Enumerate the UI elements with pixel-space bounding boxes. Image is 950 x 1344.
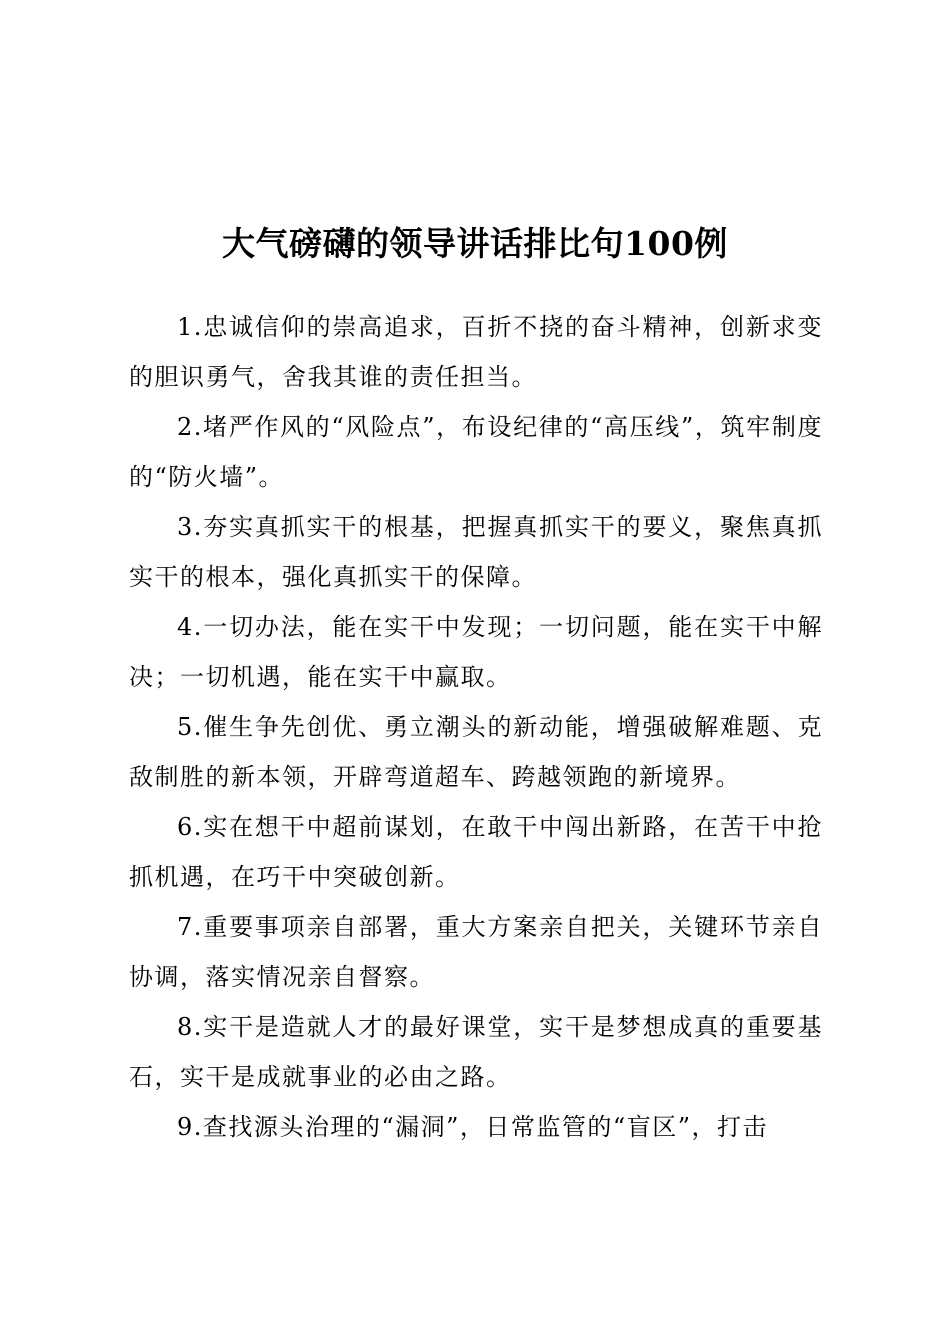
document-title: 大气磅礴的领导讲话排比句100例	[222, 224, 728, 264]
document-body	[129, 302, 823, 1152]
paragraph-8: 8.实干是造就人才的最好课堂，实干是梦想成真的重要基石，实干是成就事业的必由之路。	[129, 1013, 823, 1091]
paragraph-5: 5.催生争先创优、勇立潮头的新动能，增强破解难题、克敌制胜的新本领，开辟弯道超车、跨越领跑的新境界。	[129, 713, 823, 791]
paragraph-4: 4.一切办法，能在实干中发现；一切问题，能在实干中解决；一切机遇，能在实干中赢取。	[129, 613, 823, 691]
paragraph-7: 7.重要事项亲自部署，重大方案亲自把关，关键环节亲自协调，落实情况亲自督察。	[129, 913, 823, 991]
paragraph-6: 6.实在想干中超前谋划，在敢干中闯出新路，在苦干中抢抓机遇，在巧干中突破创新。	[129, 813, 823, 891]
paragraph-2: 2.堵严作风的“风险点”，布设纪律的“高压线”，筑牢制度的“防火墙”。	[129, 413, 823, 491]
paragraph-1: 1.忠诚信仰的崇高追求，百折不挠的奋斗精神，创新求变的胆识勇气，舍我其谁的责任担当。	[129, 313, 823, 391]
paragraph-9: 9.查找源头治理的“漏洞”，日常监管的“盲区”，打击	[177, 1113, 768, 1141]
paragraph-3: 3.夯实真抓实干的根基，把握真抓实干的要义，聚焦真抓实干的根本，强化真抓实干的保障。	[129, 513, 823, 591]
